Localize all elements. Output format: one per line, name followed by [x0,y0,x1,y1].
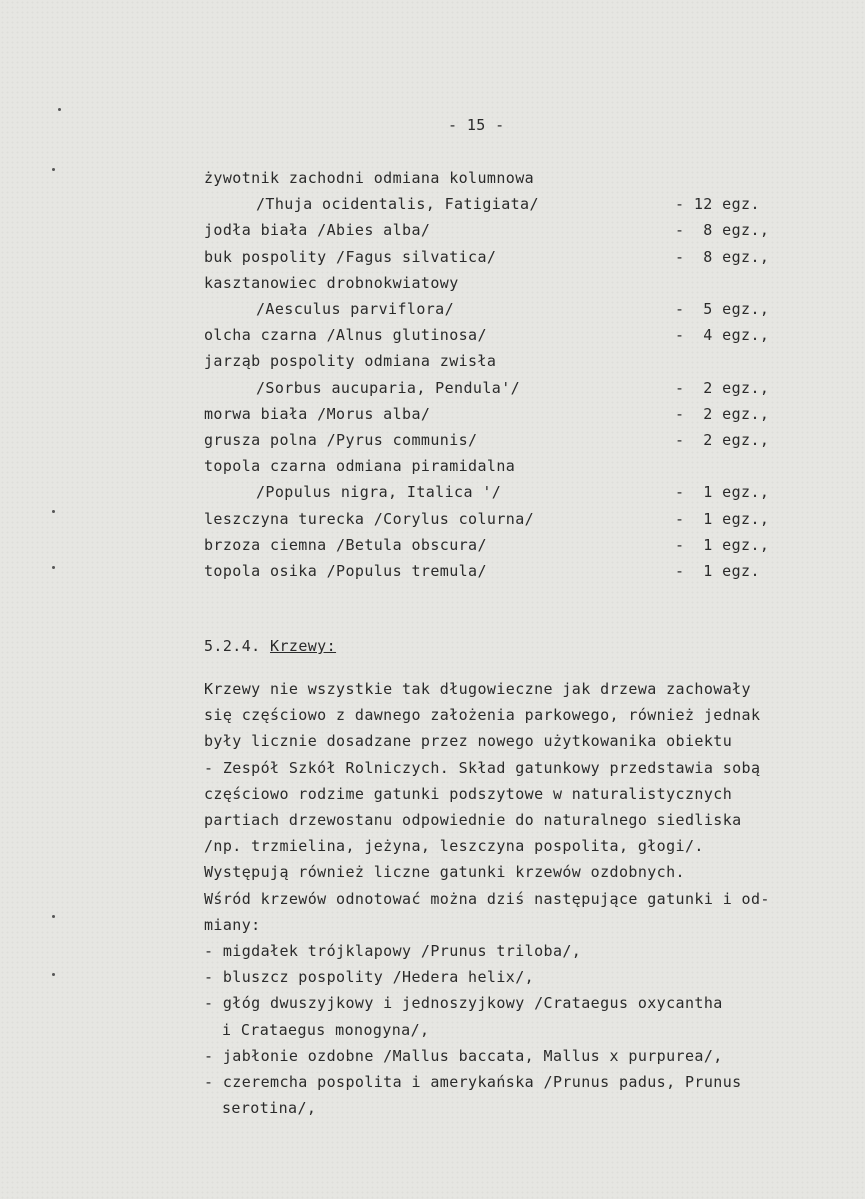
tree-name: leszczyna turecka /Corylus colurna/ [204,509,535,528]
tree-row [0,270,865,296]
shrub-item: - czeremcha pospolita i amerykańska /Prunus padus, Prunus [204,1073,742,1091]
tree-name: grusza polna /Pyrus communis/ [204,431,478,449]
tree-row [0,217,865,243]
section-title: Krzewy: [270,637,337,655]
tree-row [0,506,865,532]
tree-count: - 12 egz. [675,195,760,214]
shrub-item: - migdałek trójklapowy /Prunus triloba/, [204,942,582,960]
tree-row [0,244,865,270]
tree-count: - 1 egz., [675,535,770,554]
tree-count: - 8 egz., [675,221,770,240]
tree-name: jodła biała /Abies alba/ [204,221,431,240]
scan-speck [58,108,61,111]
paragraph-line: Występują również liczne gatunki krzewów ozdobnych. [204,863,685,882]
paragraph-line: partiach drzewostanu odpowiednie do naturalnego siedliska [204,811,742,829]
tree-name: /Aesculus parviflora/ [256,300,455,318]
tree-count: - 2 egz., [675,431,770,449]
scan-speck [52,973,55,976]
shrub-item: - jabłonie ozdobne /Mallus baccata, Mallus x purpurea/, [204,1046,723,1065]
tree-row [0,479,865,505]
tree-count: - 2 egz., [675,378,770,397]
tree-count: - 4 egz., [675,326,770,345]
tree-name: olcha czarna /Alnus glutinosa/ [204,326,487,345]
tree-name: topola czarna odmiana piramidalna [204,457,516,476]
tree-row [0,296,865,322]
tree-row [0,375,865,401]
tree-row [0,453,865,479]
tree-name: /Sorbus aucuparia, Pendula'/ [256,378,521,397]
tree-name: buk pospolity /Fagus silvatica/ [204,247,497,266]
tree-count: - 1 egz., [675,483,770,502]
tree-name: żywotnik zachodni odmiana kolumnowa [204,169,535,187]
shrub-item: i Crataegus monogyna/, [222,1020,430,1039]
tree-name: morwa biała /Morus alba/ [204,404,431,423]
tree-name: topola osika /Populus tremula/ [204,562,487,580]
tree-row [0,165,865,191]
tree-name: kasztanowiec drobnokwiatowy [204,273,459,292]
tree-name: /Thuja ocidentalis, Fatigiata/ [256,195,539,214]
tree-name: jarząb pospolity odmiana zwisła [204,352,497,371]
tree-count: - 1 egz. [675,562,760,580]
tree-count: - 1 egz., [675,509,770,528]
tree-name: /Populus nigra, Italica '/ [256,483,502,502]
section-number: 5.2.4. [204,637,261,655]
tree-count: - 8 egz., [675,247,770,266]
shrub-item: - bluszcz pospolity /Hedera helix/, [204,968,535,987]
paragraph-line: /np. trzmielina, jeżyna, leszczyna pospolita, głogi/. [204,837,704,856]
tree-count: - 2 egz., [675,404,770,423]
tree-count: - 5 egz., [675,300,770,318]
paragraph-line: Krzewy nie wszystkie tak długowieczne jak drzewa zachowały [204,680,751,698]
tree-row [0,191,865,217]
paragraph-line: - Zespół Szkół Rolniczych. Skład gatunkowy przedstawia sobą [204,758,761,777]
shrub-item: - głóg dwuszyjkowy i jednoszyjkowy /Crataegus oxycantha [204,994,723,1013]
section-heading [204,633,336,659]
tree-row [0,322,865,348]
tree-row [0,427,865,453]
page-number: - 15 - [448,116,505,134]
paragraph-line: częściowo rodzime gatunki podszytowe w naturalistycznych [204,784,733,803]
paragraph-line: były licznie dosadzane przez nowego użytkowanika obiektu [204,732,733,751]
paragraph-line: miany: [204,915,261,934]
paragraph-line: się częściowo z dawnego założenia parkowego, również jednak [204,706,761,725]
tree-row [0,401,865,427]
tree-row [0,558,865,584]
tree-name: brzoza ciemna /Betula obscura/ [204,535,487,554]
shrub-item: serotina/, [222,1099,317,1118]
tree-row [0,348,865,374]
scan-speck [52,915,55,918]
tree-row [0,532,865,558]
paragraph-line: Wśród krzewów odnotować można dziś następujące gatunki i od- [204,889,770,908]
